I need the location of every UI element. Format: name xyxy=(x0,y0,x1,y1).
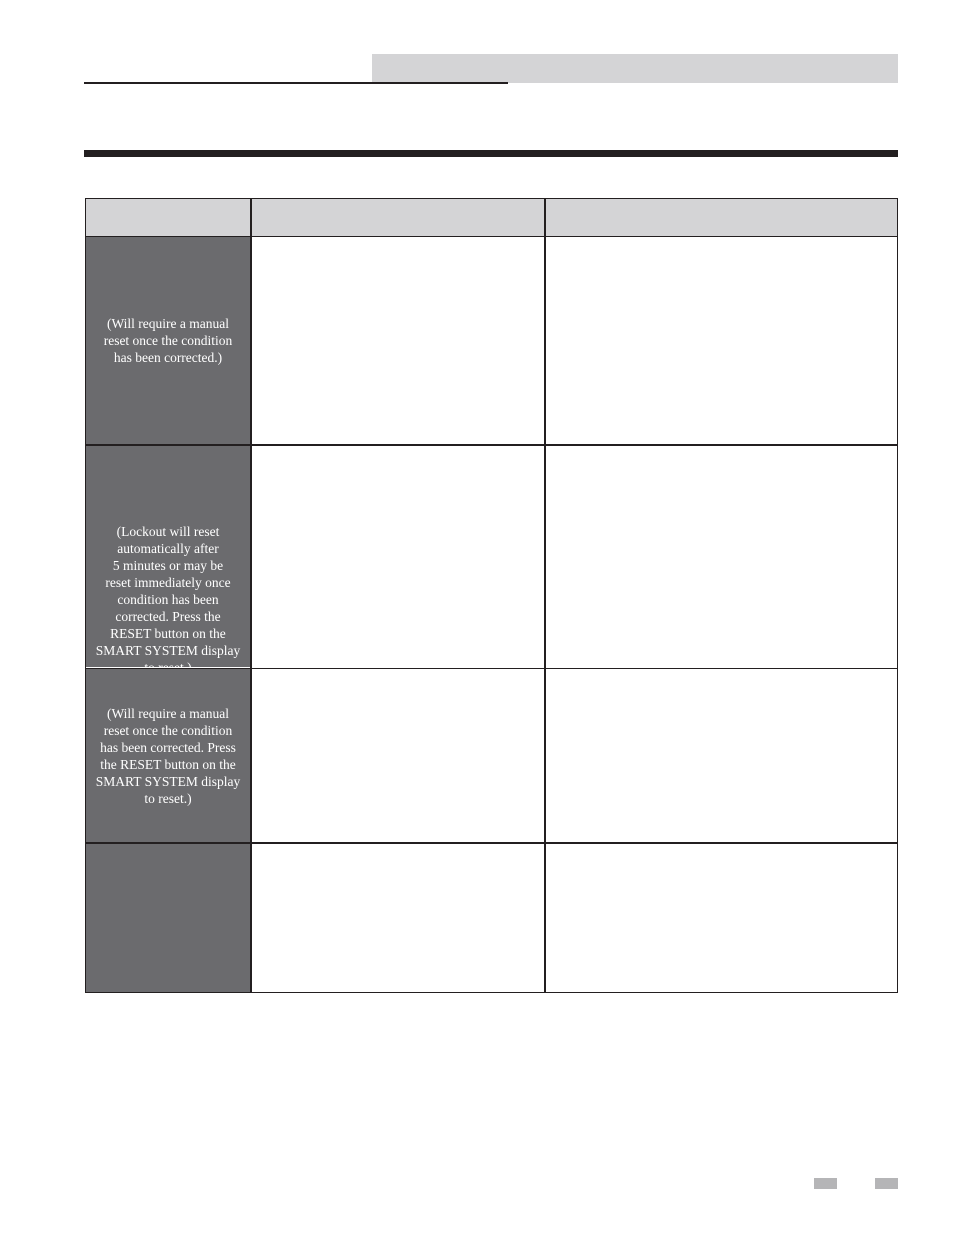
footer-block-left xyxy=(814,1178,837,1189)
table-divider xyxy=(86,842,897,844)
row-label-text: (Lockout will reset automatically after 5 minutes or may be reset immediately once condition has been corrected. Press the RESET button on the SMART SYSTEM display xyxy=(95,523,241,658)
table-row-label xyxy=(86,237,250,444)
row-label-text: (Will require a manual reset once the condition has been corrected.) xyxy=(103,316,233,365)
troubleshooting-table xyxy=(85,198,898,993)
table-row-label xyxy=(86,844,250,992)
table-divider xyxy=(544,199,546,992)
table-cell-col-2 xyxy=(251,445,544,667)
table-header-col-1 xyxy=(86,199,250,237)
row-label-text: (Will require a manual reset once the condition has been corrected. Press the RESET button on the SMART SYSTEM display to reset.) xyxy=(95,705,241,806)
table-header-col-3 xyxy=(544,199,897,237)
table-cell-col-3 xyxy=(545,669,897,842)
table-cell-col-2 xyxy=(251,237,544,444)
table-divider xyxy=(250,199,252,992)
table-cell-col-3 xyxy=(545,445,897,667)
table-cell-col-3 xyxy=(545,844,897,992)
section-rule xyxy=(84,150,898,157)
table-cell-col-3 xyxy=(545,237,897,444)
header-rule xyxy=(84,82,508,84)
table-cell-col-2 xyxy=(251,844,544,992)
table-row-label xyxy=(86,669,250,842)
table-divider xyxy=(86,668,897,670)
footer-block-right xyxy=(875,1178,898,1189)
header-bar xyxy=(372,54,898,83)
table-header-col-2 xyxy=(250,199,544,237)
table-row-label xyxy=(86,445,250,667)
table-cell-col-2 xyxy=(251,669,544,842)
table-divider xyxy=(86,444,897,446)
